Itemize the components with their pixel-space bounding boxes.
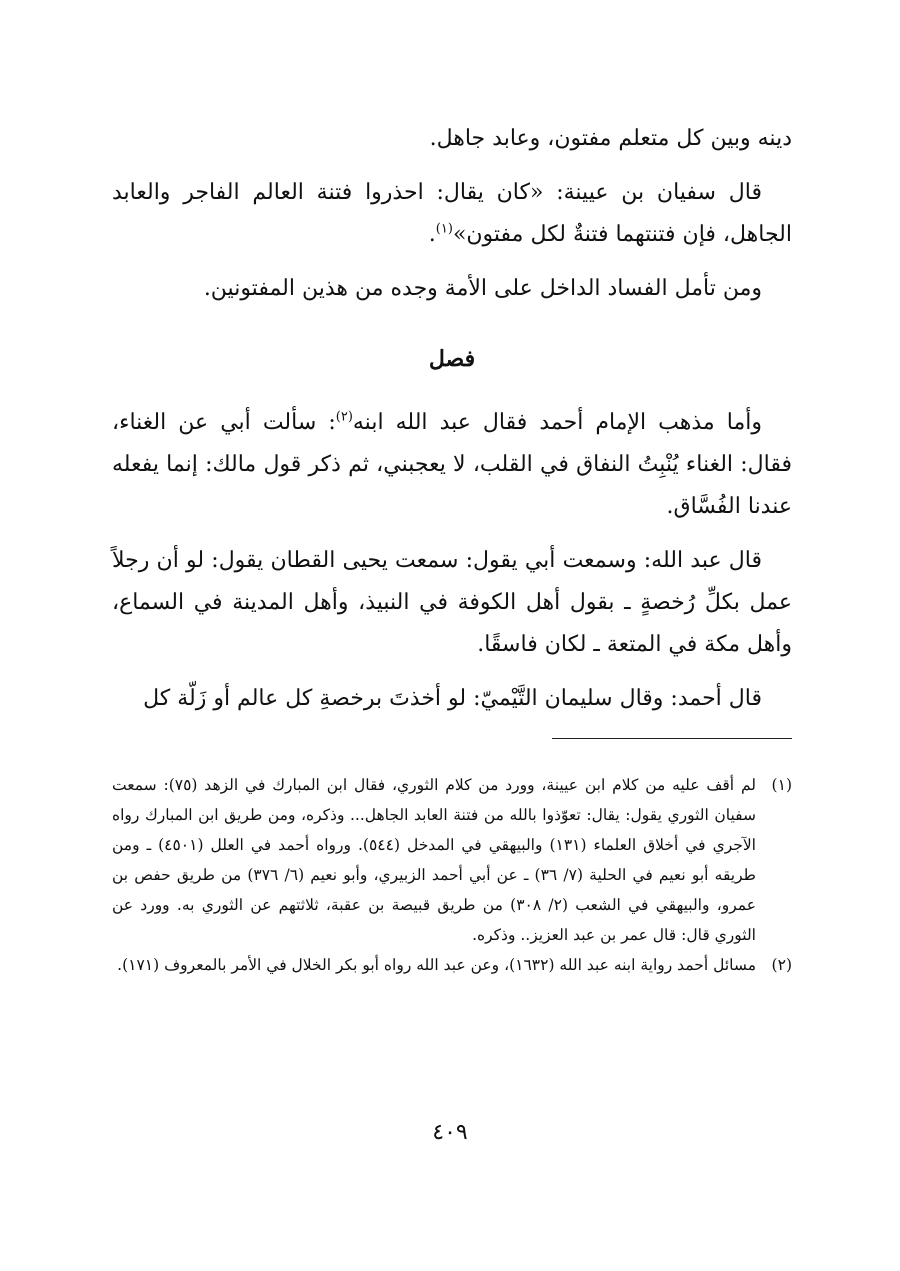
footnote-ref-1[interactable]: (١) <box>435 221 453 237</box>
paragraph-ahmad-rest: : سألت أبي عن الغناء، فقال: الغناء يُنْبِتُ النفاق في القلب، لا يعجبني، ثم ذكر قول مالك: إنما يفعله عندنا الفُسَّاق. <box>112 410 792 519</box>
footnote-text: مسائل أحمد رواية ابنه عبد الله (١٦٣٢)، وعن عبد الله رواه أبو بكر الخلال في الأمر بالمعروف (١٧١). <box>117 956 756 974</box>
paragraph-sufyan-quote <box>112 172 792 256</box>
paragraph-ahmad-sulaiman: قال أحمد: وقال سليمان التَّيْميّ: لو أخذتَ برخصةِ كل عالم أو زَلّة كل <box>143 686 762 711</box>
paragraph-ahmad-madhhab <box>112 402 792 528</box>
footnote-divider <box>552 738 792 739</box>
paragraph-sufyan-end: . <box>428 222 436 247</box>
footnote-ref-2[interactable]: (٢) <box>335 409 353 425</box>
footnote-2 <box>112 950 792 980</box>
paragraph-continuation: دينه وبين كل متعلم مفتون، وعابد جاهل. <box>429 126 792 151</box>
footnote-1 <box>112 770 792 950</box>
section-heading: فصل <box>428 346 476 372</box>
paragraph-ahmad-lead: وأما مذهب الإمام أحمد فقال عبد الله ابنه <box>352 410 762 435</box>
paragraph-reflection: ومن تأمل الفساد الداخل على الأمة وجده من هذين المفتونين. <box>203 276 762 301</box>
footnote-text: لم أقف عليه من كلام ابن عيينة، وورد من كلام الثوري، فقال ابن المبارك في الزهد (٧٥): سمعت سفيان الثوري يقول: يقال: تعوّذوا بالله من فتنة العابد الجاهل... وذكره، ومن طريق ابن المبارك رواه الآجري في أخلاق العلماء (١٣١) والبيهقي في المدخل (٥٤٤). ورواه أحمد في العلل (٤٥٠١) ـ ومن طريقه أبو نعيم في الحلية (٧/ ٣٦) ـ عن أبي أحمد الزبيري، وأبو نعيم (٦/ ٣٧٦) من طريق حفص بن عمرو، والبيهقي في الشعب (٢/ ٣٠٨) من طريق قبيصة بن عقبة، ثلاثتهم عن الثوري به. وورد عن الثوري قال: قال عمر بن عبد العزيز.. وذكره. <box>112 776 756 944</box>
paragraph-abdullah-quote: قال عبد الله: وسمعت أبي يقول: سمعت يحيى القطان يقول: لو أن رجلاً عمل بكلِّ رُخصةٍ ـ بقول أهل الكوفة في النبيذ، وأهل المدينة في السماع، وأهل مكة في المتعة ـ لكان فاسقًا. <box>112 548 792 657</box>
footnote-number: (٢) <box>771 956 792 974</box>
paragraph-sufyan-text: قال سفيان بن عيينة: «كان يقال: احذروا فتنة العالم الفاجر والعابد الجاهل، فإن فتنتهما فتنةٌ لكل مفتون» <box>112 180 792 247</box>
page-number: ٤٠٩ <box>432 1120 468 1145</box>
footnotes-section <box>112 770 792 980</box>
footnote-number: (١) <box>771 776 792 794</box>
main-text <box>112 118 792 720</box>
